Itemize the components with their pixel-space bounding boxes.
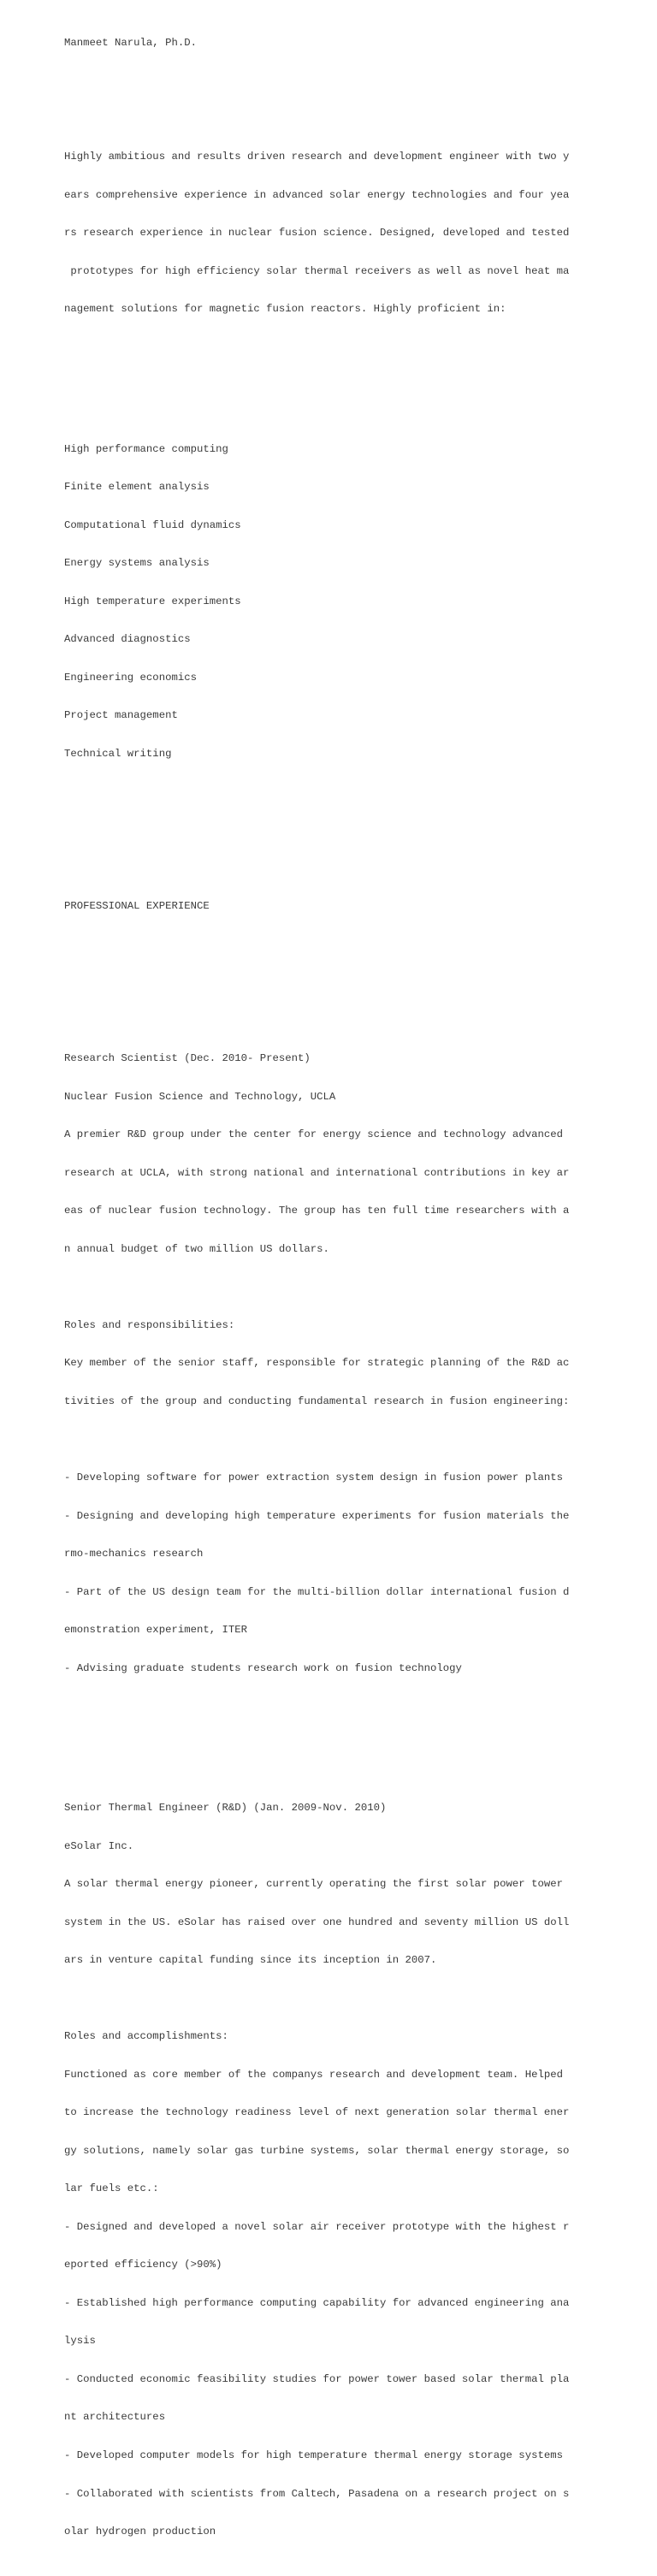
bullet-line: - Advising graduate students research work on fusion technology: [64, 1661, 462, 1674]
roles-heading: Roles and responsibilities:: [64, 1318, 235, 1331]
job-description-line: eas of nuclear fusion technology. The group has ten full time researchers with a: [64, 1205, 570, 1217]
roles-text-line: Functioned as core member of the companys research and development team. Helped: [64, 2068, 563, 2081]
bullet-line: - Designed and developed a novel solar air receiver prototype with the highest r: [64, 2220, 570, 2233]
summary-line: Highly ambitious and results driven research and development engineer with two y: [64, 151, 570, 163]
job-entry-ucla: [64, 1027, 646, 1701]
job-description-line: system in the US. eSolar has raised over one hundred and seventy million US doll: [64, 1916, 570, 1928]
author-name: Manmeet Narula, Ph.D.: [64, 36, 197, 49]
skill-item: Computational fluid dynamics: [64, 518, 241, 531]
spacer: [64, 1434, 646, 1447]
spacer: [64, 939, 646, 951]
roles-text-line: to increase the technology readiness level of next generation solar thermal ener: [64, 2106, 570, 2119]
bullet-line: eported efficiency (>90%): [64, 2259, 222, 2271]
skill-item: Advanced diagnostics: [64, 633, 191, 646]
roles-text-line: Key member of the senior staff, responsible for strategic planning of the R&D ac: [64, 1357, 570, 1370]
skill-item: High temperature experiments: [64, 595, 241, 607]
spacer: [64, 1281, 646, 1294]
bullet-line: - Developed computer models for high temperature thermal energy storage systems: [64, 2449, 563, 2461]
job-organization: eSolar Inc.: [64, 1839, 134, 1852]
spacer: [64, 850, 646, 862]
bullet-line: - Developing software for power extraction system design in fusion power plants: [64, 1472, 563, 1484]
bullet-line: - Established high performance computing capability for advanced engineering ana: [64, 2296, 570, 2309]
job-description-line: n annual budget of two million US dollars.: [64, 1242, 329, 1255]
skill-item: Finite element analysis: [64, 481, 210, 494]
bullet-line: rmo-mechanics research: [64, 1548, 204, 1560]
resume-document: [64, 11, 646, 2576]
bullet-line: lysis: [64, 2335, 96, 2348]
job-description-line: A premier R&D group under the center for energy science and technology advanced: [64, 1128, 563, 1141]
summary-paragraph: [64, 126, 646, 341]
summary-line: ears comprehensive experience in advanced solar energy technologies and four yea: [64, 188, 570, 201]
roles-text-line: gy solutions, namely solar gas turbine systems, solar thermal energy storage, so: [64, 2144, 570, 2157]
spacer: [64, 811, 646, 824]
job-entry-esolar: [64, 1776, 646, 2563]
spacer: [64, 1726, 646, 1738]
job-description-line: ars in venture capital funding since its inception in 2007.: [64, 1954, 437, 1967]
roles-text-line: tivities of the group and conducting fundamental research in fusion engineering:: [64, 1395, 570, 1407]
skills-list: [64, 417, 646, 785]
job-title: Senior Thermal Engineer (R&D) (Jan. 2009-Nov. 2010): [64, 1801, 387, 1814]
skill-item: High performance computing: [64, 442, 228, 455]
skill-item: Technical writing: [64, 747, 172, 760]
summary-line: rs research experience in nuclear fusion science. Designed, developed and tested: [64, 227, 570, 240]
summary-line: prototypes for high efficiency solar thermal receivers as well as novel heat ma: [64, 264, 570, 277]
job-organization: Nuclear Fusion Science and Technology, UCLA: [64, 1090, 336, 1103]
job-title: Research Scientist (Dec. 2010- Present): [64, 1052, 311, 1065]
skill-item: Project management: [64, 709, 178, 722]
bullet-line: olar hydrogen production: [64, 2526, 216, 2538]
job-description-line: A solar thermal energy pioneer, currently operating the first solar power tower: [64, 1878, 563, 1891]
bullet-line: - Part of the US design team for the multi-billion dollar international fusion d: [64, 1585, 570, 1598]
bullet-line: - Collaborated with scientists from Caltech, Pasadena on a research project on s: [64, 2487, 570, 2500]
roles-text-line: lar fuels etc.:: [64, 2182, 159, 2195]
spacer: [64, 976, 646, 989]
spacer: [64, 74, 646, 87]
bullet-line: nt architectures: [64, 2411, 166, 2424]
skill-item: Engineering economics: [64, 671, 197, 684]
roles-heading: Roles and accomplishments:: [64, 2030, 228, 2043]
bullet-line: - Designing and developing high temperature experiments for fusion materials the: [64, 1509, 570, 1522]
skill-item: Energy systems analysis: [64, 557, 210, 570]
bullet-line: emonstration experiment, ITER: [64, 1624, 248, 1637]
job-description-line: research at UCLA, with strong national and international contributions in key ar: [64, 1166, 570, 1179]
summary-line: nagement solutions for magnetic fusion reactors. Highly proficient in:: [64, 303, 506, 316]
section-heading: PROFESSIONAL EXPERIENCE: [64, 900, 210, 913]
bullet-line: - Conducted economic feasibility studies for power tower based solar thermal pla: [64, 2372, 570, 2385]
spacer: [64, 1993, 646, 2005]
spacer: [64, 367, 646, 380]
